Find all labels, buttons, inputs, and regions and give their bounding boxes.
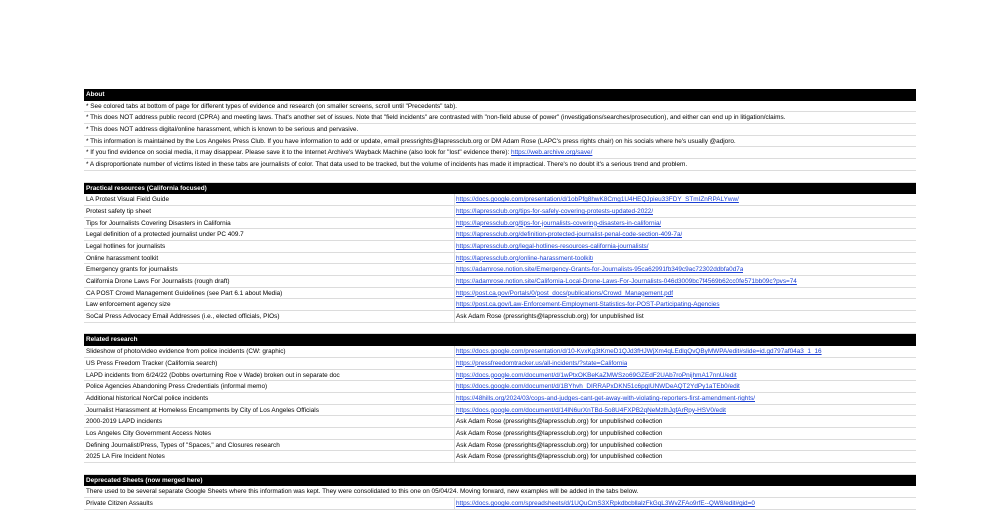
resource-label: Protest safety tip sheet	[86, 207, 152, 215]
resource-label: LA Protest Visual Field Guide	[86, 196, 170, 204]
resource-value-cell	[456, 370, 737, 382]
about-row[interactable]	[84, 101, 916, 113]
wayback-link[interactable]: https://web.archive.org/save/	[511, 149, 593, 157]
deprecated-rows	[84, 498, 916, 510]
table-row[interactable]	[84, 440, 916, 452]
resource-value-cell	[456, 206, 653, 218]
resource-note: Ask Adam Rose (pressrights@lapressclub.org) for unpublished collection	[456, 453, 663, 461]
resource-link[interactable]: https://lapressclub.org/tips-for-journalists-covering-disasters-in-california/	[456, 219, 662, 227]
table-row[interactable]	[84, 381, 916, 393]
table-row[interactable]	[84, 358, 916, 370]
resource-label: Legal definition of a protected journalist under PC 409.7	[86, 231, 244, 239]
resource-link[interactable]: https://lapressclub.org/definition-protected-journalist-penal-code-section-409-7a/	[456, 231, 683, 239]
resource-link[interactable]: https://docs.google.com/presentation/d/1obPfg8hwK8Cmg1U4HEQJpieu33FDY_STmIZnRPALYww/	[456, 196, 739, 204]
table-row[interactable]	[84, 370, 916, 382]
table-row[interactable]	[84, 206, 916, 218]
resource-label: US Press Freedom Tracker (California search)	[86, 359, 218, 367]
table-row[interactable]	[84, 241, 916, 253]
resource-value-cell	[456, 253, 593, 265]
table-row[interactable]	[84, 264, 916, 276]
table-row[interactable]	[84, 194, 916, 206]
resource-label: Additional historical NorCal police incidents	[86, 394, 209, 402]
resource-label: Tips for Journalists Covering Disasters in California	[86, 219, 231, 227]
table-row[interactable]	[84, 346, 916, 358]
resource-label: Legal hotlines for journalists	[86, 242, 166, 250]
resource-link[interactable]: https://adamrose.notion.site/Emergency-Grants-for-Journalists-95ca62991fb349c9ac72302ddbfa0d7a	[456, 266, 744, 274]
table-row[interactable]	[84, 253, 916, 265]
about-text: * A disproportionate number of victims listed in these tabs are journalists of color. That data used to be tracked, but the volume of incidents has made it impractical. There's no doubt it's a serious trend and problem.	[86, 161, 688, 169]
resource-link[interactable]: https://post.ca.gov/Law-Enforcement-Employment-Statistics-for-POST-Participating-Agencies	[456, 301, 720, 309]
resource-note: Ask Adam Rose (pressrights@lapressclub.org) for unpublished collection	[456, 418, 663, 426]
resource-note: Ask Adam Rose (pressrights@lapressclub.org) for unpublished collection	[456, 429, 663, 437]
resource-link[interactable]: https://docs.google.com/spreadsheets/d/1UQuCmS3XRpkdbcbllalzFkGqL3WvZFAo9rfE--QW8/edit#gid=0	[456, 500, 755, 508]
resource-value-cell	[456, 498, 755, 510]
table-row[interactable]	[84, 393, 916, 405]
about-text	[86, 147, 914, 159]
empty-row[interactable]	[84, 463, 916, 475]
about-row[interactable]	[84, 112, 916, 124]
section-title: Practical resources (California focused)	[86, 184, 207, 192]
table-row[interactable]	[84, 311, 916, 323]
resource-value-cell	[456, 276, 797, 288]
about-section-header	[84, 89, 916, 101]
resource-link[interactable]: https://lapressclub.org/online-harassment-toolkit/	[456, 254, 594, 262]
table-row[interactable]	[84, 416, 916, 428]
section-title: Deprecated Sheets (now merged here)	[86, 476, 203, 484]
resource-value-cell	[456, 393, 755, 405]
resource-link[interactable]: https://lapressclub.org/legal-hotlines-resources-california-journalists/	[456, 242, 649, 250]
resource-link[interactable]: https://docs.google.com/document/d/1wPtxOKBeKaZMWSzo69GZEdF2UAb7roPnijhmA17nnU/edit	[456, 371, 737, 379]
resource-label: LAPD incidents from 6/24/22 (Dobbs overturning Roe v Wade) broken out in separate doc	[86, 371, 340, 379]
section-title: Related research	[86, 336, 138, 344]
resource-value-cell	[456, 358, 627, 370]
empty-row[interactable]	[84, 171, 916, 183]
about-row[interactable]	[84, 159, 916, 171]
resource-label: SoCal Press Advocacy Email Addresses (i.e., elected officials, PIOs)	[86, 313, 280, 321]
spreadsheet-grid	[84, 89, 916, 510]
section-title: About	[86, 91, 105, 98]
resource-label: Slideshow of photo/video evidence from police incidents (CW: graphic)	[86, 348, 286, 356]
table-row[interactable]	[84, 276, 916, 288]
table-row[interactable]	[84, 451, 916, 463]
resource-label: California Drone Laws For Journalists (rough draft)	[86, 278, 230, 285]
resource-link[interactable]: https://48hills.org/2024/03/cops-and-judges-cant-get-away-with-violating-reporters-first-amendment-rights/	[456, 394, 756, 402]
resource-value-cell	[456, 416, 662, 428]
table-row[interactable]	[84, 218, 916, 230]
resource-value-cell	[456, 428, 662, 440]
resource-label: 2025 LA Fire Incident Notes	[86, 453, 165, 461]
resource-value-cell	[456, 311, 644, 323]
resource-link[interactable]: https://docs.google.com/document/d/14lN6urXnTBd-5o8U4FXPB2qNeMzlhJqfArRpy-HSV0/edit	[456, 406, 726, 414]
resource-value-cell	[456, 218, 661, 230]
resource-value-cell	[456, 288, 673, 300]
resource-label: Law enforcement agency size	[86, 301, 171, 309]
resource-label: CA POST Crowd Management Guidelines (see Part 6.1 about Media)	[86, 289, 283, 297]
resource-label: Private Citizen Assaults	[86, 500, 153, 508]
table-row[interactable]	[84, 405, 916, 417]
resource-link[interactable]: https://post.ca.gov/Portals/0/post_docs/publications/Crowd_Management.pdf	[456, 289, 674, 297]
resource-note: Ask Adam Rose (pressrights@lapressclub.org) for unpublished collection	[456, 441, 663, 449]
empty-row[interactable]	[84, 323, 916, 335]
practical-section-header	[84, 183, 916, 195]
resource-label: Journalist Harassment at Homeless Encampments by City of Los Angeles Officials	[86, 406, 319, 414]
about-row[interactable]	[84, 124, 916, 136]
resource-value-cell	[456, 381, 740, 393]
about-row[interactable]	[84, 136, 916, 148]
resource-label: 2000-2019 LAPD incidents	[86, 418, 163, 426]
resource-label: Online harassment toolkit	[86, 254, 159, 262]
resource-label: Police Agencies Abandoning Press Credentials (informal memo)	[86, 383, 268, 391]
about-text: * This does NOT address public record (CPRA) and meeting laws. That's another set of issues. Note that "field incidents" are contrasted with "non-field abuse of power" (investigations/searches/prosecution), and either can end up in litigation/claims.	[86, 114, 786, 122]
resource-label: Emergency grants for journalists	[86, 266, 178, 274]
practical-rows	[84, 194, 916, 323]
deprecated-note-row[interactable]	[84, 486, 916, 498]
deprecated-section-header	[84, 475, 916, 487]
resource-label: Los Angeles City Government Access Notes	[86, 429, 212, 437]
resource-link[interactable]: https://adamrose.notion.site/California-Local-Drone-Laws-For-Journalists-046d3009bc7f4569b62cc0fe571bb09c?pvs=74	[456, 278, 797, 285]
deprecated-note: There used to be several separate Google Sheets where this information was kept. They were consolidated to this one on 05/04/24. Moving forward, new examples will be added in the tabs below.	[86, 488, 639, 496]
table-row[interactable]	[84, 299, 916, 311]
about-text: * This information is maintained by the Los Angeles Press Club. If you have information to add or update, email pressrights@lapressclub.org or DM Adam Rose (LAPC's press rights chair) on his socials where he's usually @adjoro.	[86, 137, 736, 145]
related-section-header	[84, 334, 916, 346]
resource-link[interactable]: https://lapressclub.org/tips-for-safely-covering-protests-updated-2022/	[456, 207, 654, 215]
resource-value-cell	[456, 440, 662, 452]
related-rows	[84, 346, 916, 463]
about-text: * This does NOT address digital/online harassment, which is known to be serious and pervasive.	[86, 126, 359, 134]
resource-value-cell	[456, 299, 720, 311]
resource-value-cell	[456, 405, 726, 417]
resource-label: Defining Journalist/Press, Types of "Spaces," and Closures research	[86, 441, 280, 449]
resource-link[interactable]: https://pressfreedomtracker.us/all-incidents/?state=California	[456, 359, 628, 367]
resource-value-cell	[456, 194, 739, 206]
table-row[interactable]	[84, 498, 916, 510]
table-row[interactable]	[84, 428, 916, 440]
about-text: * See colored tabs at bottom of page for different types of evidence and research (on smaller screens, scroll until "Precedents" tab).	[86, 102, 458, 110]
resource-value-cell	[456, 451, 662, 463]
resource-value-cell	[456, 264, 743, 276]
resource-link[interactable]: https://docs.google.com/presentation/d/10-KvxKg3tKmeD1QJd3fHJWjXm4qLEdlqQvQByMWPA/edit#slide=id.gd797af04a3_1_16	[456, 348, 822, 356]
about-row[interactable]	[84, 147, 916, 159]
resource-link[interactable]: https://docs.google.com/document/d/1BYhvh_DIRRAPxDKN51c6pgIUNWDeAQT2YdPy1aTEb0/edit	[456, 383, 740, 391]
wayback-prefix: * If you find evidence on social media, it may disappear. Please save it to the Internet Archive's Wayback Machine (also look for "lost" evidence there):	[86, 149, 512, 157]
table-row[interactable]	[84, 229, 916, 241]
resource-value-cell	[456, 346, 822, 358]
table-row[interactable]	[84, 288, 916, 300]
resource-value-cell	[456, 229, 682, 241]
resource-value-cell	[456, 241, 649, 253]
resource-note: Ask Adam Rose (pressrights@lapressclub.org) for unpublished list	[456, 313, 644, 321]
